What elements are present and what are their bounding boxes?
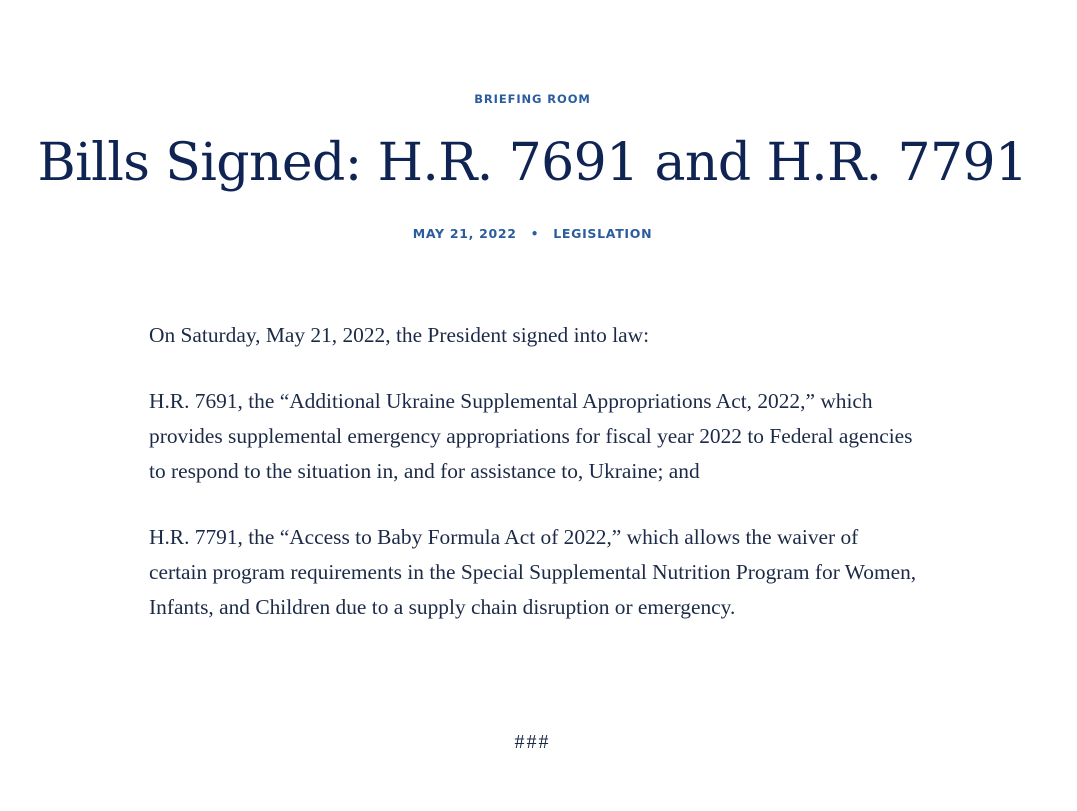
paragraph-hr-7691: H.R. 7691, the “Additional Ukraine Supplemental Appropriations Act, 2022,” which provides supplemental emergency appropriations for fiscal year 2022 to Federal agencies to respond to the situation in, and for assistance to, Ukraine; and	[149, 388, 913, 484]
paragraph-intro: On Saturday, May 21, 2022, the President signed into law:	[149, 323, 650, 347]
briefing-room-link[interactable]: BRIEFING ROOM	[474, 92, 591, 106]
publish-date: MAY 21, 2022	[412, 226, 517, 241]
article-body	[149, 318, 919, 656]
page-title: Bills Signed: H.R. 7691 and H.R. 7791	[37, 133, 1028, 193]
end-mark: ###	[514, 731, 551, 753]
paragraph-hr-7791: H.R. 7791, the “Access to Baby Formula Act of 2022,” which allows the waiver of certain program requirements in the Special Supplemental Nutrition Program for Women, Infants, and Children due to a supply chain disruption or emergency.	[149, 524, 917, 620]
meta-separator: •	[530, 227, 540, 241]
article-meta	[0, 226, 1065, 241]
category-link-legislation[interactable]: LEGISLATION	[553, 226, 653, 241]
